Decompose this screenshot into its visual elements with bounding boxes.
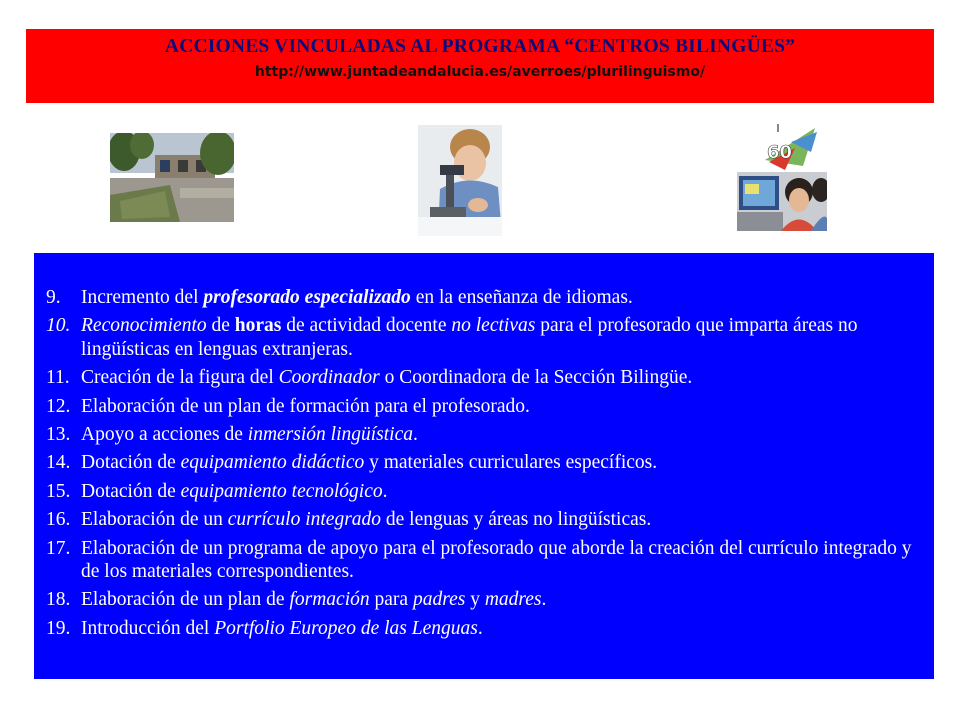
text-segment: Elaboración de un programa de apoyo para el profesorado que aborde la creación del currículo integrado y de los materiales correspondientes.: [81, 537, 912, 583]
list-item: [46, 423, 926, 446]
list-item-number: 11.: [46, 367, 70, 389]
text-segment: .: [477, 617, 483, 639]
text-segment: .: [413, 424, 418, 446]
text-segment: y: [465, 589, 485, 611]
text-segment: Portfolio Europeo de las Lenguas: [214, 617, 478, 639]
text-segment: Coordinador: [278, 367, 380, 389]
list-item: [46, 286, 926, 309]
text-segment: Apoyo a acciones de: [81, 424, 248, 446]
text-segment: de lenguas y áreas no lingüísticas.: [381, 509, 652, 531]
text-segment: Elaboración de un plan de formación para el profesorado.: [81, 395, 530, 417]
text-segment: y materiales curriculares específicos.: [364, 452, 658, 474]
text-segment: horas: [234, 315, 282, 337]
title-banner: [26, 29, 934, 103]
text-segment: Introducción del: [81, 617, 215, 639]
text-segment: Reconocimiento: [81, 315, 207, 337]
list-item-number: 12.: [46, 395, 71, 417]
text-segment: currículo integrado: [227, 509, 382, 531]
text-segment: en la enseñanza de idiomas.: [410, 287, 633, 308]
list-item: [46, 314, 926, 361]
text-segment: madres: [484, 589, 542, 611]
list-item-text: [81, 537, 926, 584]
list-item: [46, 508, 926, 531]
list-item: [46, 537, 926, 584]
text-segment: Creación de la figura del: [81, 367, 279, 389]
action-list: [46, 286, 926, 645]
list-item: [46, 451, 926, 474]
program-url[interactable]: http://www.juntadeandalucia.es/averroes/plurilinguismo/: [254, 64, 706, 80]
text-segment: equipamiento tecnológico: [180, 480, 383, 502]
list-item-number: 17.: [46, 537, 71, 559]
list-item-text: [81, 286, 926, 309]
list-item-text: [81, 314, 926, 361]
list-item-number: 18.: [46, 589, 71, 611]
text-segment: Dotación de: [81, 480, 181, 502]
text-segment: Elaboración de un: [81, 509, 228, 531]
text-segment: no lectivas: [451, 315, 536, 337]
list-item: [46, 588, 926, 611]
list-item: [46, 395, 926, 418]
text-segment: para el profesorado que imparta áreas no lingüísticas en lenguas extranjeras.: [81, 315, 858, 360]
list-item-number: 9.: [46, 287, 61, 308]
text-segment: .: [382, 480, 388, 502]
list-item-number: 14.: [46, 452, 71, 474]
logo-number: 60: [767, 142, 793, 163]
text-segment: .: [541, 589, 547, 611]
text-segment: de: [206, 315, 235, 337]
text-segment: para: [369, 589, 413, 611]
list-item-text: [81, 451, 926, 474]
list-item-text: [81, 366, 926, 389]
text-segment: equipamiento didáctico: [180, 452, 365, 474]
list-item: [46, 617, 926, 640]
list-item-text: [81, 508, 926, 531]
text-segment: Incremento del: [81, 287, 204, 308]
children-computer-photo: [737, 172, 827, 231]
list-item-text: [81, 395, 926, 418]
page-title: ACCIONES VINCULADAS AL PROGRAMA “CENTROS BILINGÜES”: [164, 36, 796, 57]
list-item-number: 10.: [46, 315, 71, 337]
school-courtyard-photo: [110, 133, 234, 222]
text-segment: de actividad docente: [281, 315, 452, 337]
list-item: [46, 366, 926, 389]
list-item-number: 16.: [46, 509, 71, 531]
text-segment: formación: [289, 589, 370, 611]
text-segment: Dotación de: [81, 452, 181, 474]
list-item-text: [81, 617, 926, 640]
list-item-number: 19.: [46, 617, 71, 639]
text-segment: o Coordinadora de la Sección Bilingüe.: [379, 367, 693, 389]
actions-panel: [34, 253, 934, 679]
program-logo: [745, 122, 827, 172]
list-item-number: 13.: [46, 424, 71, 446]
list-item: [46, 480, 926, 503]
text-segment: profesorado especializado: [203, 287, 411, 308]
student-microscope-photo: [418, 125, 502, 236]
list-item-text: [81, 480, 926, 503]
list-item-text: [81, 588, 926, 611]
list-item-text: [81, 423, 926, 446]
text-segment: inmersión lingüística: [247, 424, 413, 446]
text-segment: Elaboración de un plan de: [81, 589, 290, 611]
text-segment: padres: [412, 589, 466, 611]
list-item-number: 15.: [46, 480, 71, 502]
